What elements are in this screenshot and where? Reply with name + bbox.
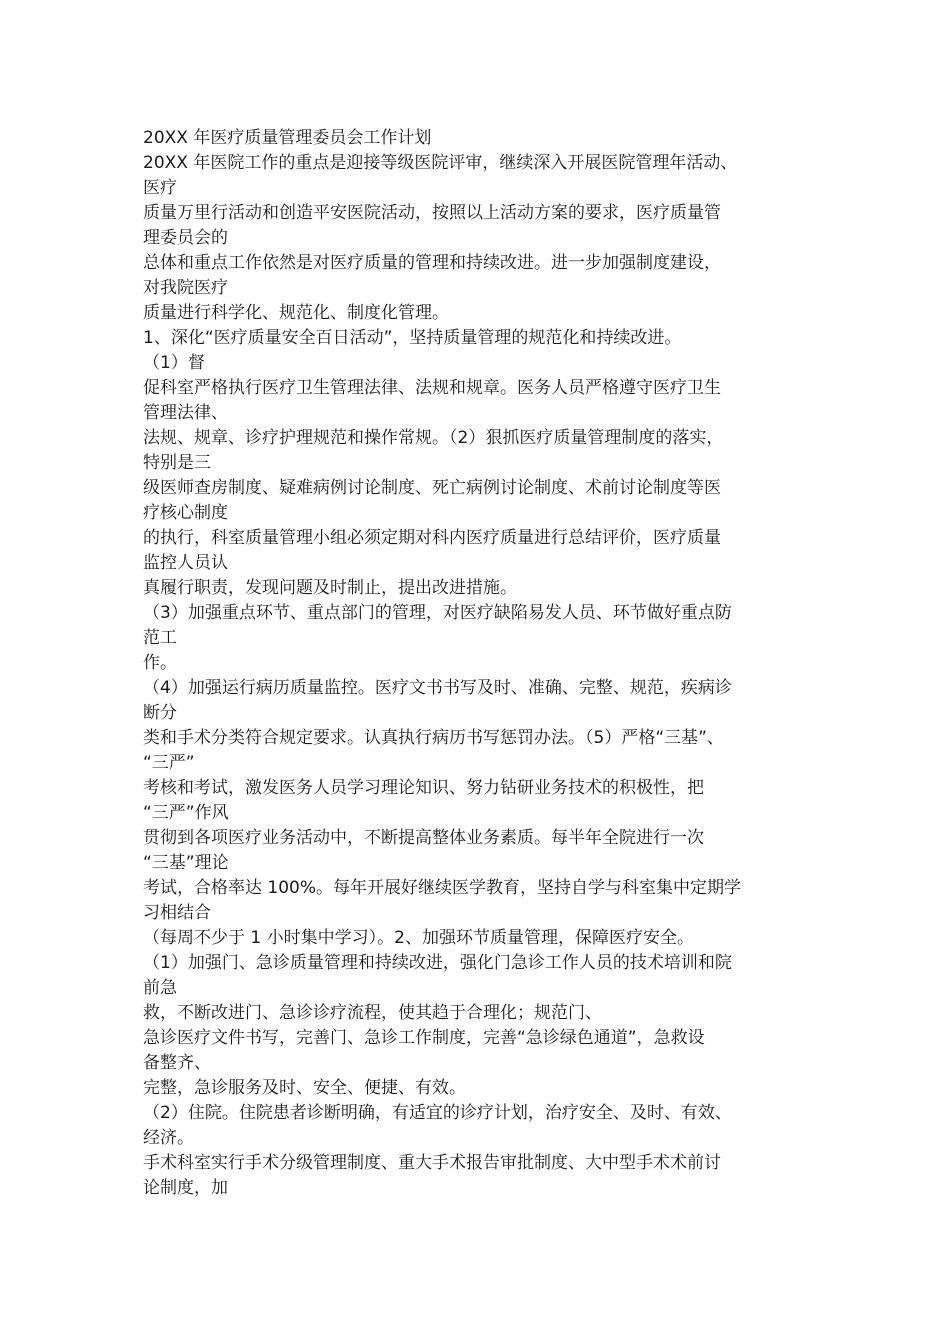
text-line: 特别是三 [143, 453, 211, 473]
text-line: 考试，合格率达 100%。每年开展好继续医学教育，坚持自学与科室集中定期学 [143, 878, 742, 898]
text-line: 质量万里行活动和创造平安医院活动，按照以上活动方案的要求，医疗质量管 [143, 203, 721, 223]
text-line: 管理法律、 [143, 403, 228, 423]
text-line: （3）加强重点环节、重点部门的管理，对医疗缺陷易发人员、环节做好重点防 [143, 603, 732, 623]
text-line: （每周不少于 1 小时集中学习）。2、加强环节质量管理，保障医疗安全。 [143, 928, 694, 948]
text-line: 的执行，科室质量管理小组必须定期对科内医疗质量进行总结评价，医疗质量 [143, 528, 721, 548]
text-line: 贯彻到各项医疗业务活动中，不断提高整体业务素质。每半年全院进行一次 [143, 828, 704, 848]
text-line: 习相结合 [143, 903, 211, 923]
text-line: （1）加强门、急诊质量管理和持续改进，强化门急诊工作人员的技术培训和院 [143, 953, 732, 973]
text-line: 备整齐、 [143, 1053, 211, 1073]
text-line: 促科室严格执行医疗卫生管理法律、法规和规章。医务人员严格遵守医疗卫生 [143, 378, 721, 398]
text-line: 真履行职责，发现问题及时制止，提出改进措施。 [143, 578, 517, 598]
text-line: 1、深化“医疗质量安全百日活动”，坚持质量管理的规范化和持续改进。 [143, 328, 682, 348]
text-line: （2）住院。住院患者诊断明确，有适宜的诊疗计划，治疗安全、及时、有效、 [143, 1103, 732, 1123]
text-line: 理委员会的 [143, 228, 228, 248]
text-line: 类和手术分类符合规定要求。认真执行病历书写惩罚办法。（5）严格“三基”、 [143, 728, 724, 748]
text-line: 疗核心制度 [143, 503, 228, 523]
text-line: 质量进行科学化、规范化、制度化管理。 [143, 303, 449, 323]
text-line: 断分 [143, 703, 177, 723]
text-line: 范工 [143, 628, 177, 648]
text-line: 论制度，加 [143, 1178, 228, 1198]
text-line: 法规、规章、诊疗护理规范和操作常规。（2）狠抓医疗质量管理制度的落实， [143, 428, 724, 448]
text-line: 总体和重点工作依然是对医疗质量的管理和持续改进。进一步加强制度建设， [143, 253, 721, 273]
text-line: 对我院医疗 [143, 278, 228, 298]
text-line: 前急 [143, 978, 177, 998]
text-line: 救，不断改进门、急诊诊疗流程，使其趋于合理化；规范门、 [143, 1003, 602, 1023]
text-line: 级医师查房制度、疑难病例讨论制度、死亡病例讨论制度、术前讨论制度等医 [143, 478, 721, 498]
text-line: 经济。 [143, 1128, 194, 1148]
text-line: 监控人员认 [143, 553, 228, 573]
text-line: 完整，急诊服务及时、安全、便捷、有效。 [143, 1078, 466, 1098]
text-line: 20XX 年医院工作的重点是迎接等级医院评审，继续深入开展医院管理年活动、 [143, 153, 738, 173]
text-line: （1）督 [143, 353, 205, 373]
document-body [143, 126, 823, 1201]
text-line: “三严”作风 [143, 803, 229, 823]
text-line: “三严” [143, 753, 195, 773]
text-line: 考核和考试，激发医务人员学习理论知识、努力钻研业务技术的积极性，把 [143, 778, 704, 798]
text-line: 医疗 [143, 178, 177, 198]
text-line: 手术科室实行手术分级管理制度、重大手术报告审批制度、大中型手术术前讨 [143, 1153, 721, 1173]
text-line: 作。 [143, 653, 177, 673]
text-line: （4）加强运行病历质量监控。医疗文书书写及时、准确、完整、规范，疾病诊 [143, 678, 732, 698]
text-line: 急诊医疗文件书写，完善门、急诊工作制度，完善“急诊绿色通道”，急救设 [143, 1028, 705, 1048]
text-line: “三基”理论 [143, 853, 229, 873]
document-title: 20XX 年医疗质量管理委员会工作计划 [143, 128, 432, 148]
